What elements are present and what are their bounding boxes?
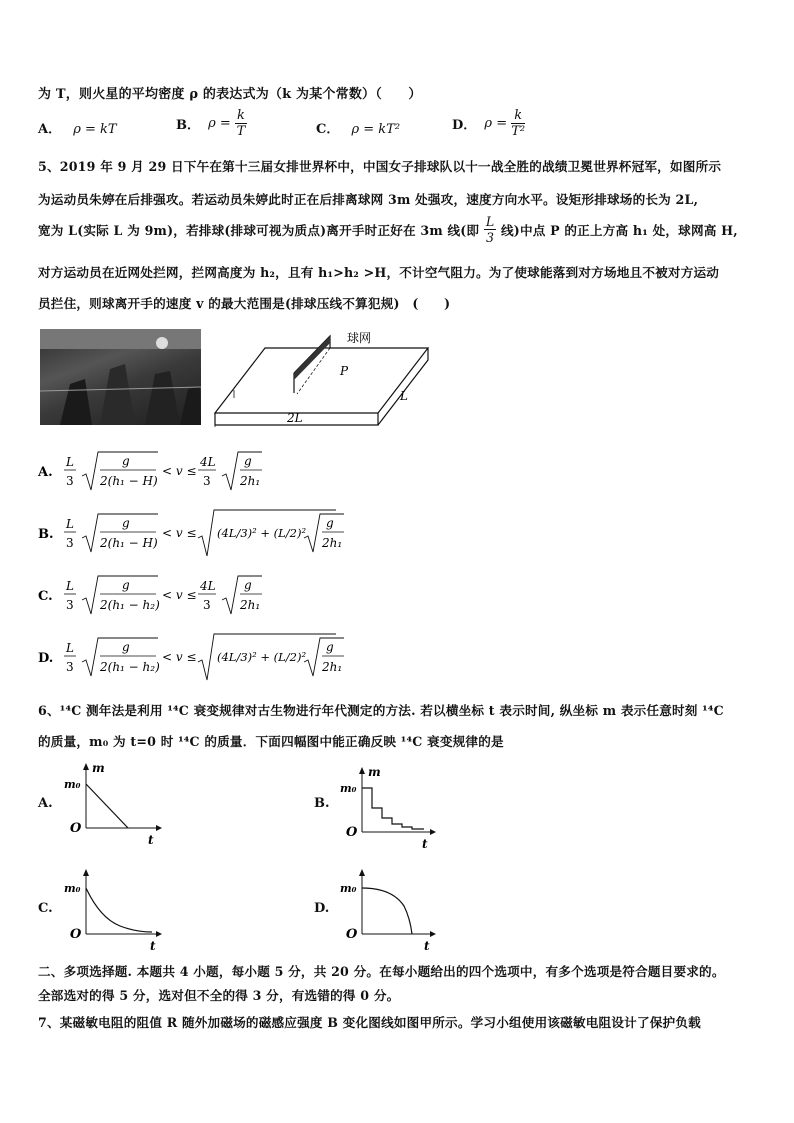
court-diagram [210, 328, 440, 428]
root-num: g [122, 640, 130, 654]
exponential-curve [86, 888, 152, 932]
section2-line-2: 全部选对的得 5 分，选对但不全的得 3 分，有选错的得 0 分。 [38, 988, 400, 1003]
volleyball-photo [40, 329, 201, 425]
option-label: C. [38, 589, 53, 604]
axis-m: m [368, 765, 381, 779]
left-den: 3 [66, 536, 74, 550]
root-den: 2(h₁ − h₂) [100, 598, 160, 612]
left-num: L [66, 579, 74, 593]
q5-line-5: 员拦住，则球离开手的速度 v 的最大范围是(排球压线不算犯规) ( ) [38, 296, 451, 311]
option-expr: ρ = kT [73, 122, 117, 137]
right-den: 3 [203, 598, 211, 612]
big-root: (4L/3)² + (L/2)² [217, 526, 307, 540]
q4-option-b [176, 108, 247, 139]
axis-t: t [424, 939, 430, 953]
width-label: L [400, 389, 408, 403]
graph-a-label: A. [38, 796, 53, 811]
m0-label: m₀ [64, 882, 81, 895]
relation: < v ≤ [162, 650, 197, 664]
rroot-den: 2h₁ [240, 474, 261, 488]
graph-b [336, 764, 446, 852]
q5-line-2: 为运动员朱婷在后排强攻。若运动员朱婷此时正在后排离球网 3m 处强攻，速度方向水平。设矩形排球场的长为 2L, [38, 192, 699, 207]
option-lhs: ρ = [484, 116, 508, 131]
origin-label: O [346, 927, 358, 942]
net-label: 球网 [347, 331, 372, 345]
graph-d [336, 866, 446, 954]
fraction-num: L [485, 214, 495, 229]
left-den: 3 [66, 660, 74, 674]
fraction-den: T [236, 124, 246, 139]
root-den: 2(h₁ − h₂) [100, 660, 160, 674]
q5-option-b [36, 508, 366, 560]
option-label: D． [452, 118, 477, 133]
step-curve [362, 788, 424, 829]
m0-label: m₀ [64, 778, 81, 791]
graph-a [60, 760, 170, 848]
axis-t: t [148, 833, 154, 847]
q6-line-1: 6、¹⁴C 测年法是利用 ¹⁴C 衰变规律对古生物进行年代测定的方法. 若以横坐标 t 表示时间, 纵坐标 m 表示任意时刻 ¹⁴C [38, 703, 724, 718]
rroot-num: g [326, 640, 334, 654]
option-lhs: ρ = [208, 116, 231, 131]
origin-label: O [346, 825, 358, 840]
big-root: (4L/3)² + (L/2)² [217, 650, 307, 664]
option-fraction [235, 108, 247, 139]
relation: < v ≤ [162, 526, 197, 540]
origin-label: O [70, 821, 82, 836]
fraction-num: k [511, 108, 525, 124]
root-num: g [122, 578, 130, 592]
q5-line-3a: 宽为 L(实际 L 为 9m)，若排球(排球可视为质点)离开手时正好在 3m 线(即 [38, 223, 480, 238]
rroot-den: 2h₁ [322, 660, 343, 674]
option-label: B. [38, 527, 54, 542]
q6-line-2: 的质量，m₀ 为 t=0 时 ¹⁴C 的质量．下面四幅图中能正确反映 ¹⁴C 衰变规律的是 [38, 734, 504, 749]
concave-curve [362, 888, 412, 934]
root-den: 2(h₁ − H) [100, 536, 158, 550]
left-den: 3 [66, 598, 74, 612]
q4-option-d [452, 108, 525, 139]
rroot-den: 2h₁ [322, 536, 343, 550]
section2-line-1: 二、多项选择题. 本题共 4 小题，每小题 5 分，共 20 分。在每小题给出的四个选项中，有多个选项是符合题目要求的。 [38, 964, 725, 979]
m0-label: m₀ [340, 782, 357, 795]
option-label: A． [38, 122, 62, 137]
graph-d-label: D. [314, 901, 330, 916]
root-den: 2(h₁ − H) [100, 474, 158, 488]
q4-stem: 为 T，则火星的平均密度 ρ 的表达式为（k 为某个常数）（ ） [38, 87, 422, 102]
q5-line-3 [38, 214, 738, 245]
decay-line [86, 784, 128, 828]
q7-line-1: 7、某磁敏电阻的阻值 R 随外加磁场的磁感应强度 B 变化图线如图甲所示。学习小组使用该磁敏电阻设计了保护负载 [38, 1015, 701, 1030]
fraction-num: k [236, 108, 245, 123]
graph-c-label: C. [38, 901, 53, 916]
right-den: 3 [203, 474, 211, 488]
option-expr: ρ = kT² [351, 122, 401, 137]
q5-option-c [36, 572, 356, 620]
m0-label: m₀ [340, 882, 357, 895]
right-num: 4L [200, 455, 216, 469]
photo-silhouettes [40, 329, 201, 425]
fraction-den: 3 [486, 230, 495, 245]
root-num: g [122, 454, 130, 468]
relation: < v ≤ [162, 588, 197, 602]
fraction-den: T² [511, 124, 526, 139]
option-label: C． [316, 122, 340, 137]
q5-inline-fraction [484, 214, 497, 245]
relation: < v ≤ [162, 464, 197, 478]
length-label: 2L [287, 411, 303, 425]
graph-b-label: B. [314, 796, 330, 811]
option-label: B． [176, 118, 200, 133]
q5-line-4: 对方运动员在近网处拦网，拦网高度为 h₂，且有 h₁>h₂ >H，不计空气阻力。为了使球能落到对方场地且不被对方运动 [38, 265, 720, 280]
q5-option-d [36, 630, 366, 684]
rroot-num: g [244, 454, 252, 468]
axis-m: m [92, 761, 105, 775]
option-label: A. [38, 465, 53, 480]
q5-option-a [36, 448, 356, 496]
origin-label: O [70, 927, 82, 942]
axis-t: t [150, 939, 156, 953]
q5-line-3b: 线)中点 P 的正上方高 h₁ 处，球网高 H, [501, 223, 738, 238]
root-num: g [122, 516, 130, 530]
rroot-den: 2h₁ [240, 598, 261, 612]
graph-c [60, 866, 170, 954]
left-num: L [66, 455, 74, 469]
rroot-num: g [326, 516, 334, 530]
q4-option-c [316, 118, 400, 137]
left-num: L [66, 517, 74, 531]
right-num: 4L [200, 579, 216, 593]
axis-t: t [422, 837, 428, 851]
left-den: 3 [66, 474, 74, 488]
rroot-num: g [244, 578, 252, 592]
q4-option-a [38, 118, 117, 137]
q5-line-1: 5、2019 年 9 月 29 日下午在第十三届女排世界杯中，中国女子排球队以十一战全胜的战绩卫冕世界杯冠军，如图所示 [38, 159, 722, 174]
point-p-label: P [340, 364, 349, 378]
option-label: D. [38, 651, 54, 666]
option-fraction [511, 108, 525, 139]
left-num: L [66, 641, 74, 655]
